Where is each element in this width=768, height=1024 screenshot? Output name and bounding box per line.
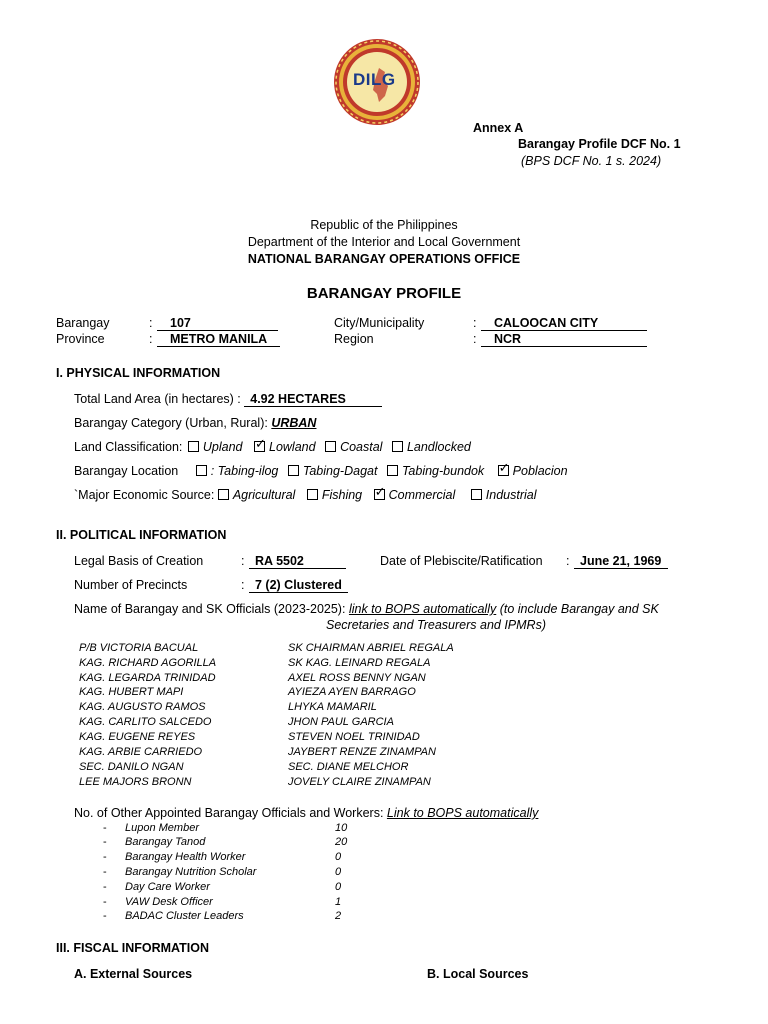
precincts-label: Number of Precincts	[74, 578, 188, 592]
option-poblacion: Poblacion	[512, 464, 568, 478]
list-item: AYIEZA AYEN BARRAGO	[288, 686, 416, 698]
province-label: Province	[56, 332, 105, 346]
list-item-dash: -	[103, 851, 107, 863]
officials-note: (to include Barangay and SK	[499, 602, 659, 616]
province-value-text: METRO MANILA	[170, 332, 268, 346]
fiscal-heading: III. FISCAL INFORMATION	[56, 941, 210, 955]
province-value	[157, 332, 280, 347]
category-value: URBAN	[271, 416, 317, 430]
list-item-count: 0	[335, 851, 342, 863]
option-tabing-ilog: : Tabing-ilog	[210, 464, 279, 478]
barangay-value-text: 107	[170, 316, 191, 330]
city-colon: :	[473, 316, 477, 330]
page-title: BARANGAY PROFILE	[306, 285, 462, 302]
legal-basis-value-text: RA 5502	[255, 554, 304, 568]
checkbox-upland[interactable]	[188, 441, 199, 452]
list-item: JOVELY CLAIRE ZINAMPAN	[288, 776, 431, 788]
officials-note-2: Secretaries and Treasurers and IPMRs)	[326, 618, 546, 632]
list-item-dash: -	[103, 910, 107, 922]
legal-basis-colon: :	[241, 554, 245, 568]
list-item-count: 2	[335, 910, 342, 922]
list-item: JHON PAUL GARCIA	[288, 716, 394, 728]
annex-title: Annex A	[473, 121, 524, 135]
list-item: KAG. EUGENE REYES	[79, 731, 196, 743]
option-tabing-bundok: Tabing-bundok	[401, 464, 485, 478]
list-item-dash: -	[103, 866, 107, 878]
list-item: AXEL ROSS BENNY NGAN	[288, 672, 426, 684]
checkbox-landlocked[interactable]	[392, 441, 403, 452]
list-item: KAG. AUGUSTO RAMOS	[79, 701, 206, 713]
list-item: SK KAG. LEINARD REGALA	[288, 657, 431, 669]
checkbox-coastal[interactable]	[325, 441, 336, 452]
checkbox-agricultural[interactable]	[218, 489, 229, 500]
list-item: Barangay Health Worker	[125, 851, 246, 863]
checkbox-lowland[interactable]	[254, 441, 265, 452]
list-item: KAG. RICHARD AGORILLA	[79, 657, 217, 669]
region-colon: :	[473, 332, 477, 346]
checkbox-industrial[interactable]	[471, 489, 482, 500]
others-label: No. of Other Appointed Barangay Officials and Workers:	[74, 806, 384, 820]
option-industrial: Industrial	[485, 488, 537, 502]
option-coastal: Coastal	[340, 440, 383, 454]
location-row	[74, 464, 568, 478]
list-item: KAG. LEGARDA TRINIDAD	[79, 672, 216, 684]
list-item: Lupon Member	[125, 822, 199, 834]
list-item: JAYBERT RENZE ZINAMPAN	[288, 746, 436, 758]
checkbox-tabing-ilog[interactable]	[196, 465, 207, 476]
land-class-row	[74, 440, 471, 454]
category-label: Barangay Category (Urban, Rural):	[74, 416, 268, 430]
list-item: SEC. DANILO NGAN	[79, 761, 184, 773]
list-item: KAG. HUBERT MAPI	[79, 686, 184, 698]
plebiscite-label: Date of Plebiscite/Ratification	[380, 554, 543, 568]
list-item: Day Care Worker	[125, 881, 210, 893]
plebiscite-colon: :	[566, 554, 570, 568]
list-item: VAW Desk Officer	[125, 896, 213, 908]
others-row	[74, 806, 538, 820]
others-link[interactable]: Link to BOPS automatically	[386, 806, 539, 820]
option-agricultural: Agricultural	[232, 488, 296, 502]
list-item-dash: -	[103, 881, 107, 893]
barangay-colon: :	[149, 316, 153, 330]
list-item-dash: -	[103, 896, 107, 908]
list-item-count: 0	[335, 866, 342, 878]
list-item: Barangay Nutrition Scholar	[125, 866, 257, 878]
legal-basis-value	[249, 554, 346, 569]
option-commercial: Commercial	[388, 488, 456, 502]
option-fishing: Fishing	[321, 488, 363, 502]
dilg-logo	[333, 38, 421, 126]
province-colon: :	[149, 332, 153, 346]
list-item-count: 20	[335, 836, 348, 848]
location-label: Barangay Location	[74, 464, 179, 478]
list-item-count: 10	[335, 822, 348, 834]
region-value-text: NCR	[494, 332, 522, 346]
region-label: Region	[334, 332, 374, 346]
checkbox-commercial[interactable]	[374, 489, 385, 500]
list-item: STEVEN NOEL TRINIDAD	[288, 731, 420, 743]
list-item-count: 0	[335, 881, 342, 893]
plebiscite-value-text: June 21, 1969	[580, 554, 662, 568]
header-department: Department of the Interior and Local Government	[247, 235, 521, 249]
list-item-dash: -	[103, 836, 107, 848]
annex-ref: (BPS DCF No. 1 s. 2024)	[521, 154, 662, 168]
fiscal-external: A. External Sources	[74, 967, 193, 981]
list-item-dash: -	[103, 822, 107, 834]
header-republic: Republic of the Philippines	[310, 218, 458, 232]
land-area-value	[244, 392, 382, 407]
list-item: SK CHAIRMAN ABRIEL REGALA	[288, 642, 454, 654]
legal-basis-label: Legal Basis of Creation	[74, 554, 204, 568]
political-heading: II. POLITICAL INFORMATION	[56, 528, 227, 542]
annex-form: Barangay Profile DCF No. 1	[518, 137, 681, 151]
barangay-label: Barangay	[56, 316, 110, 330]
list-item-count: 1	[335, 896, 342, 908]
list-item: SEC. DIANE MELCHOR	[288, 761, 409, 773]
economic-row	[74, 488, 537, 502]
category-row	[74, 416, 316, 430]
checkbox-poblacion[interactable]	[498, 465, 509, 476]
region-value	[481, 332, 647, 347]
city-value	[481, 316, 647, 331]
list-item: BADAC Cluster Leaders	[125, 910, 244, 922]
header-office: NATIONAL BARANGAY OPERATIONS OFFICE	[247, 252, 521, 266]
economic-label: `Major Economic Source:	[74, 488, 215, 502]
option-upland: Upland	[202, 440, 243, 454]
officials-label: Name of Barangay and SK Officials (2023-2025):	[74, 602, 346, 616]
list-item: LHYKA MAMARIL	[288, 701, 377, 713]
option-tabing-dagat: Tabing-Dagat	[302, 464, 378, 478]
checkbox-tabing-bundok[interactable]	[387, 465, 398, 476]
checkbox-fishing[interactable]	[307, 489, 318, 500]
list-item: P/B VICTORIA BACUAL	[79, 642, 199, 654]
list-item: LEE MAJORS BRONN	[79, 776, 192, 788]
list-item: Barangay Tanod	[125, 836, 206, 848]
city-label: City/Municipality	[334, 316, 425, 330]
officials-row	[74, 602, 659, 616]
fiscal-local: B. Local Sources	[427, 967, 529, 981]
option-landlocked: Landlocked	[406, 440, 471, 454]
precincts-value-text: 7 (2) Clustered	[255, 578, 342, 592]
city-value-text: CALOOCAN CITY	[494, 316, 599, 330]
plebiscite-value	[574, 554, 668, 569]
precincts-colon: :	[241, 578, 245, 592]
list-item: KAG. ARBIE CARRIEDO	[79, 746, 203, 758]
officials-link[interactable]: link to BOPS automatically	[348, 602, 497, 616]
option-lowland: Lowland	[269, 440, 316, 454]
precincts-value	[249, 578, 348, 593]
land-class-label: Land Classification:	[74, 440, 183, 454]
land-area-row	[74, 392, 382, 407]
physical-heading: I. PHYSICAL INFORMATION	[56, 366, 221, 380]
barangay-value	[157, 316, 278, 331]
list-item: KAG. CARLITO SALCEDO	[79, 716, 212, 728]
checkbox-tabing-dagat[interactable]	[288, 465, 299, 476]
land-area-label: Total Land Area (in hectares) :	[74, 392, 241, 406]
logo-text: DILG	[353, 70, 396, 89]
land-area-value-text: 4.92 HECTARES	[250, 392, 346, 406]
